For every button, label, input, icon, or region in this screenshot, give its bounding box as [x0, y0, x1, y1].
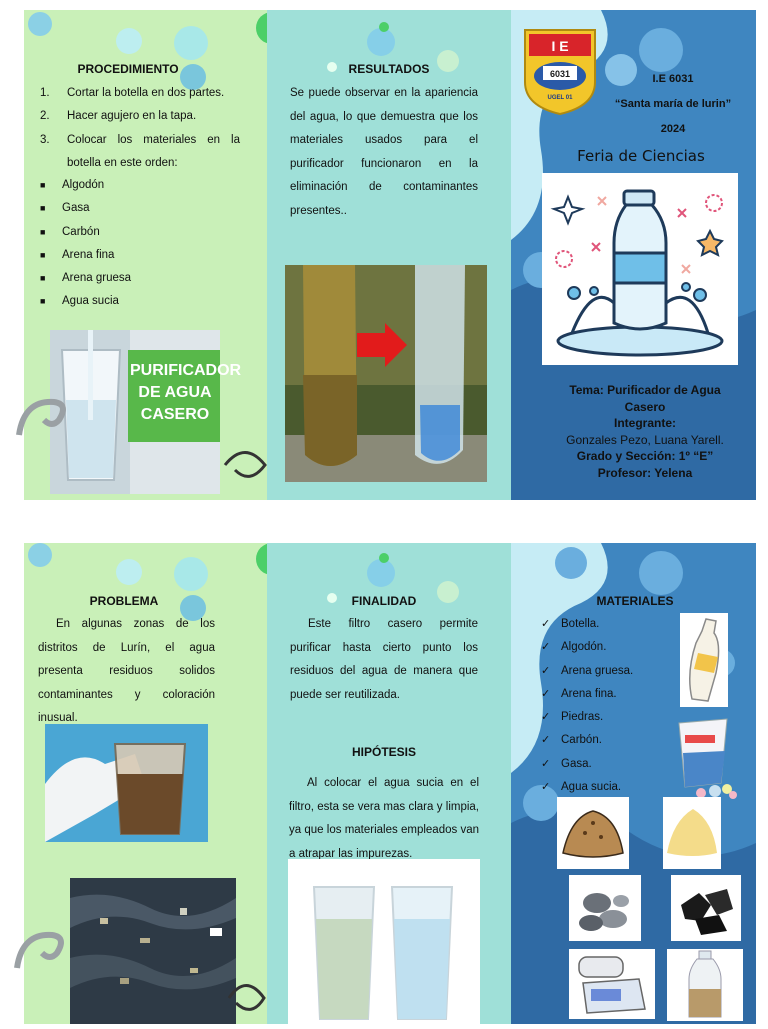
resultados-title: RESULTADOS: [348, 62, 430, 76]
material-item: ✓ Gasa.: [541, 757, 592, 770]
decor-dot: [367, 559, 395, 587]
fine-sand-image: [663, 797, 721, 869]
decor-swirl: [12, 923, 72, 983]
finalidad-text: Este filtro casero permite purificar hasta cierto punto los residuos del agua de manera que puede ser reutilizada.: [290, 618, 478, 701]
svg-text:6031: 6031: [549, 69, 571, 79]
hipotesis-text: Al colocar el agua sucia en el filtro, esta se vera mas clara y limpia, ya que los materiales empleados van a atrapar las impurezas.: [289, 777, 479, 860]
decor-dot: [379, 22, 389, 32]
procedimiento-title: PROCEDIMIENTO: [77, 62, 179, 76]
dirty-water-bottle-image: [667, 949, 743, 1021]
resultados-panel: [267, 10, 511, 500]
tema-line-2: Casero: [624, 399, 666, 414]
order-item: ■ Agua sucia: [40, 295, 119, 308]
materiales-panel: [511, 543, 756, 1024]
order-item: ■ Carbón: [40, 225, 100, 238]
material-item: ✓ Agua sucia.: [541, 781, 622, 794]
brochure-outside: [24, 10, 756, 500]
hipotesis-title: HIPÓTESIS: [351, 745, 416, 759]
decor-dot: [116, 28, 142, 54]
coarse-sand-image: [557, 797, 629, 869]
banner-text: PURIFICADOR DE AGUA CASERO: [130, 362, 242, 423]
material-item: ✓ Piedras.: [541, 711, 604, 724]
decor-swirl: [14, 390, 74, 450]
school-logo: [521, 26, 599, 116]
decor-swirl: [224, 973, 268, 1023]
integrante-name: Gonzales Pezo, Luana Yarell.: [566, 432, 724, 447]
order-list: [40, 174, 240, 314]
project-info: [545, 382, 745, 481]
svg-text:UGEL 01: UGEL 01: [547, 95, 573, 101]
charcoal-image: [671, 875, 741, 941]
bottle-illustration: [542, 173, 738, 365]
grado-seccion: Grado y Sección: 1º “E”: [576, 449, 714, 463]
decor-dot: [28, 12, 52, 36]
decor-dot: [379, 553, 389, 563]
fair-title: Feria de Ciencias: [577, 147, 705, 165]
brochure-inside: [24, 543, 756, 1024]
school-year: 2024: [660, 123, 686, 135]
glasses-comparison-image: [288, 859, 480, 1024]
material-item: ✓ Algodón.: [541, 641, 607, 654]
school-full-name: “Santa maría de lurin”: [614, 98, 732, 110]
stones-image: [569, 875, 641, 941]
decor-dot: [174, 26, 208, 60]
polluted-water-image: [70, 878, 236, 1024]
problema-title: PROBLEMA: [89, 594, 159, 608]
materiales-title: MATERIALES: [596, 594, 674, 608]
decor-dot: [28, 543, 52, 567]
step-item-cont: botella en este orden:: [67, 156, 178, 169]
dirty-water-glass-image: [45, 724, 208, 842]
profesor: Profesor: Yelena: [597, 465, 693, 480]
step-item: 2. Hacer agujero en la tapa.: [40, 110, 197, 123]
decor-dot: [367, 28, 395, 56]
order-item: ■ Algodón: [40, 179, 105, 191]
material-item: ✓ Carbón.: [541, 734, 602, 747]
decor-swirl: [220, 440, 270, 490]
school-info: [597, 67, 749, 142]
step-item: 1. Cortar la botella en dos partes.: [40, 87, 225, 99]
resultados-text: Se puede observar en la apariencia del agua, lo que demuestra que los materiales usados para el purificador funcionaron en la eliminación de contaminantes presentes..: [290, 87, 478, 217]
cover-panel: [511, 10, 756, 500]
material-item: ✓ Arena gruesa.: [541, 664, 634, 677]
cotton-package-image: [671, 713, 741, 799]
step-item: 3. Colocar los materiales en la: [40, 133, 240, 146]
school-name: I.E 6031: [652, 73, 694, 85]
gauze-image: [569, 949, 655, 1019]
svg-text:I E: I E: [551, 38, 569, 54]
steps-list: [40, 82, 240, 175]
bottle-image: [680, 613, 728, 707]
decor-dot: [116, 559, 142, 585]
order-item: ■ Gasa: [40, 202, 90, 215]
finalidad-title: FINALIDAD: [351, 594, 417, 608]
order-item: ■ Arena fina: [40, 248, 115, 261]
integrante-label: Integrante:: [613, 416, 676, 430]
material-item: ✓ Arena fina.: [541, 687, 617, 700]
decor-dot: [174, 557, 208, 591]
problema-text: En algunas zonas de los distritos de Lurín, el agua presenta residuos solidos contaminantes y coloración inusual.: [38, 618, 215, 724]
finalidad-panel: [267, 543, 511, 1024]
material-item: ✓ Botella.: [541, 618, 600, 630]
purificador-banner-image: [50, 330, 242, 494]
order-item: ■ Arena gruesa: [40, 272, 132, 285]
before-after-image: [285, 265, 487, 482]
materiales-list: [541, 613, 661, 799]
tema-line: Tema: Purificador de Agua: [569, 383, 721, 397]
problema-panel: [24, 543, 267, 1024]
procedimiento-panel: [24, 10, 267, 500]
